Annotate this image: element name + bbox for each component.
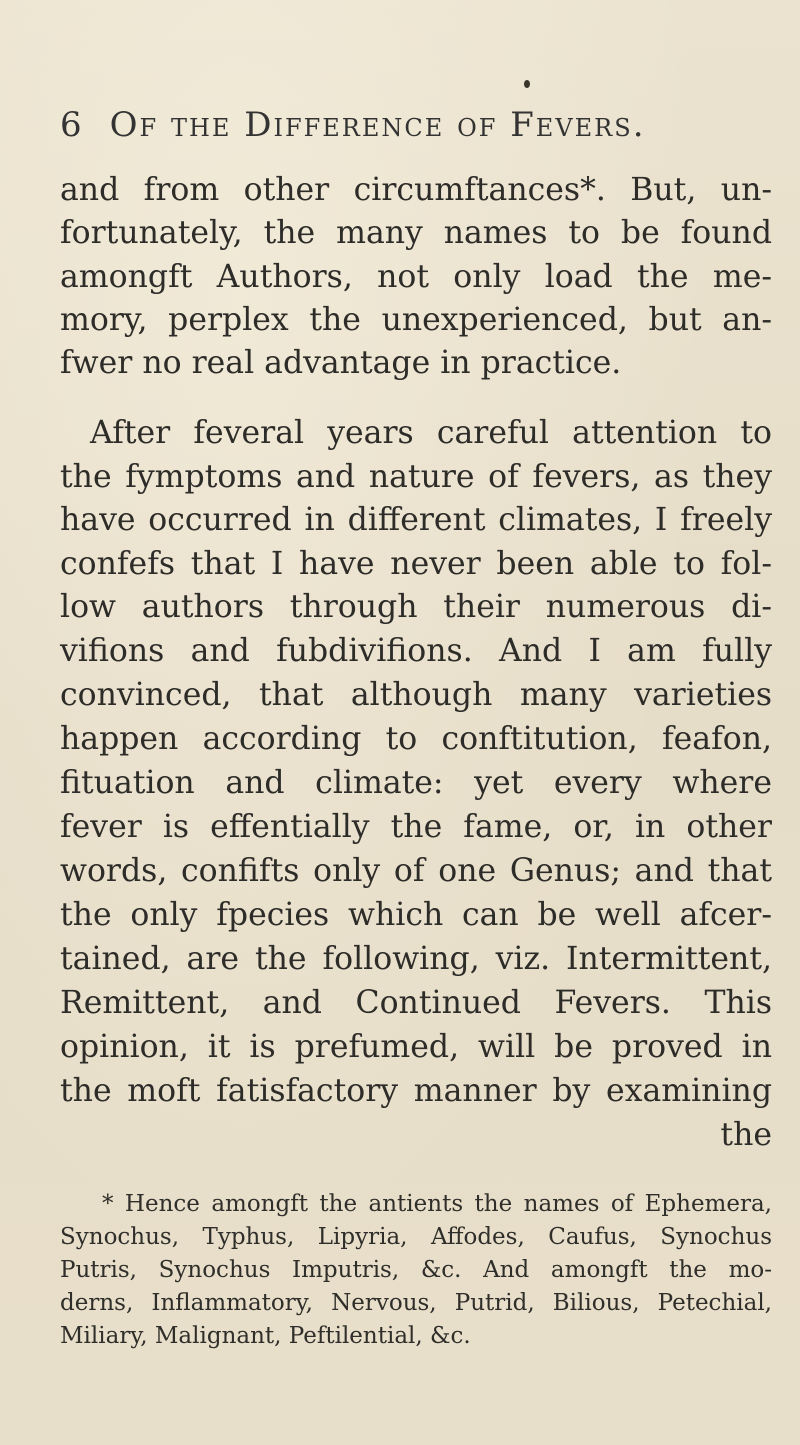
- text-line: fituation and climate: yet every where: [60, 765, 772, 801]
- text-line: mory, perplex the unexperienced, but an-: [60, 302, 772, 338]
- running-title: Of the Difference of Fevers.: [109, 105, 646, 145]
- footnote-line: Putris, Synochus Imputris, &c. And amongft the mo-: [60, 1257, 772, 1283]
- text-line: words, confifts only of one Genus; and that: [60, 853, 772, 889]
- text-line: convinced, that although many varieties: [60, 677, 772, 713]
- text-line: Remittent, and Continued Fevers. This: [60, 985, 772, 1021]
- text-line: tained, are the following, viz. Intermittent,: [60, 941, 772, 977]
- text-line: fortunately, the many names to be found: [60, 215, 772, 251]
- text-line: the only fpecies which can be well afcer-: [60, 897, 772, 933]
- text-line: happen according to conftitution, feafon,: [60, 721, 772, 757]
- text-line: fwer no real advantage in practice.: [60, 345, 622, 381]
- text-line: amongft Authors, not only load the me-: [60, 259, 772, 295]
- ink-speck: [524, 80, 530, 88]
- text-line: confefs that I have never been able to fol-: [60, 546, 772, 582]
- footnote-line: * Hence amongft the antients the names of Ephemera,: [102, 1191, 772, 1217]
- text-line: the moft fatisfactory manner by examining: [60, 1073, 772, 1109]
- footnote-line: Synochus, Typhus, Lipyria, Affodes, Caufus, Synochus: [60, 1224, 772, 1250]
- running-head: [60, 105, 646, 145]
- footnote-line: derns, Inflammatory, Nervous, Putrid, Bilious, Petechial,: [60, 1290, 772, 1316]
- text-line: opinion, it is prefumed, will be proved in: [60, 1029, 772, 1065]
- page-number: 6: [60, 105, 84, 145]
- text-line: vifions and fubdivifions. And I am fully: [60, 633, 772, 669]
- catchword: the: [720, 1117, 772, 1153]
- footnote-line: Miliary, Malignant, Peftilential, &c.: [60, 1323, 471, 1349]
- text-line: low authors through their numerous di-: [60, 589, 772, 625]
- text-line: After feveral years careful attention to: [90, 415, 772, 451]
- text-line: have occurred in different climates, I freely: [60, 502, 772, 538]
- text-line: the fymptoms and nature of fevers, as they: [60, 459, 772, 495]
- text-line: and from other circumftances*. But, un-: [60, 172, 772, 208]
- text-line: fever is effentially the fame, or, in other: [60, 809, 772, 845]
